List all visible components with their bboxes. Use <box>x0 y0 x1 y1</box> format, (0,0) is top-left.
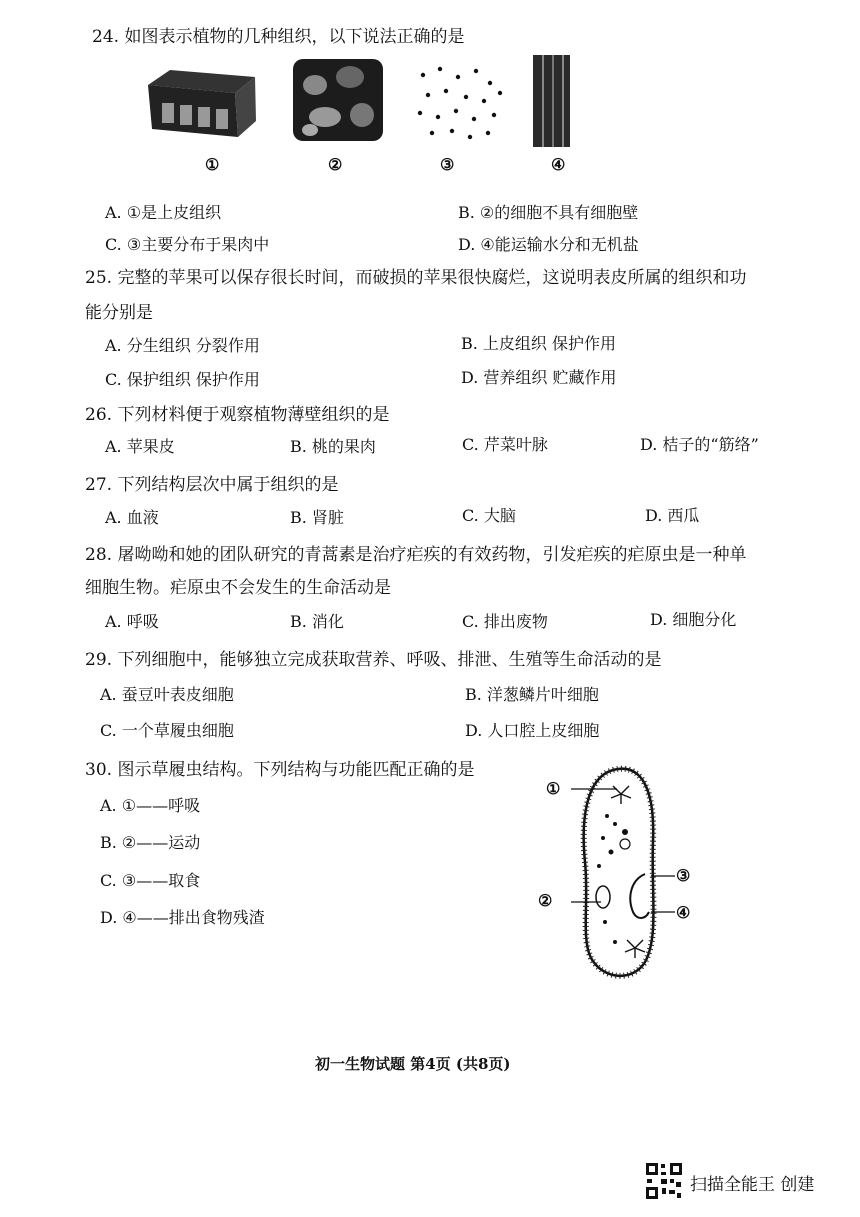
paramecium-label-2: ② <box>538 891 553 910</box>
q25-option-c: C. 保护组织 保护作用 <box>105 370 260 389</box>
q28-option-c: C. 排出废物 <box>462 612 548 631</box>
q26-option-c: C. 芹菜叶脉 <box>462 435 548 454</box>
q30-option-a: A. ①——呼吸 <box>100 796 201 815</box>
q26-option-d: D. 桔子的“筋络” <box>640 435 759 454</box>
page-footer: 初一生物试题 第4页 (共8页) <box>315 1055 511 1073</box>
tissue-label-4: ④ <box>551 155 566 174</box>
q29-option-a: A. 蚕豆叶表皮细胞 <box>100 685 234 704</box>
q25-option-b: B. 上皮组织 保护作用 <box>461 334 617 353</box>
q27-option-b: B. 肾脏 <box>290 508 344 527</box>
q24-option-b: B. ②的细胞不具有细胞壁 <box>458 203 639 222</box>
tissue-label-3: ③ <box>440 155 455 174</box>
tissue-1-epidermis-image <box>148 70 256 137</box>
tissue-label-1: ① <box>205 155 220 174</box>
q28-stem-line1: 28. 屠呦呦和她的团队研究的青蒿素是治疗疟疾的有效药物，引发疟疾的疟原虫是一种单 <box>85 545 747 565</box>
tissue-label-2: ② <box>328 155 343 174</box>
q30-stem: 30. 图示草履虫结构。下列结构与功能匹配正确的是 <box>85 760 475 780</box>
paramecium-label-4: ④ <box>676 903 691 922</box>
q29-option-b: B. 洋葱鳞片叶细胞 <box>465 685 599 704</box>
q28-stem-line2: 细胞生物。疟原虫不会发生的生命活动是 <box>85 578 391 598</box>
q29-option-d: D. 人口腔上皮细胞 <box>465 721 600 740</box>
q30-option-c: C. ③——取食 <box>100 871 201 890</box>
q27-option-c: C. 大脑 <box>462 506 516 525</box>
q30-option-d: D. ④——排出食物残渣 <box>100 908 265 927</box>
q30-option-b: B. ②——运动 <box>100 833 201 852</box>
q25-option-a: A. 分生组织 分裂作用 <box>105 336 260 355</box>
q29-stem: 29. 下列细胞中，能够独立完成获取营养、呼吸、排泄、生殖等生命活动的是 <box>85 650 662 670</box>
q26-stem: 26. 下列材料便于观察植物薄壁组织的是 <box>85 405 390 425</box>
qr-code-icon <box>645 1162 683 1200</box>
q24-stem: 24. 如图表示植物的几种组织，以下说法正确的是 <box>92 27 465 47</box>
q28-option-a: A. 呼吸 <box>105 612 159 631</box>
tissue-2-parenchyma-image <box>293 59 383 141</box>
q28-option-d: D. 细胞分化 <box>650 610 737 629</box>
tissue-4-conducting-image <box>533 55 570 147</box>
q29-option-c: C. 一个草履虫细胞 <box>100 721 234 740</box>
q27-option-a: A. 血液 <box>105 508 159 527</box>
q24-option-c: C. ③主要分布于果肉中 <box>105 235 270 254</box>
q24-option-d: D. ④能运输水分和无机盐 <box>458 235 639 254</box>
tissue-3-meristem-image <box>418 67 502 139</box>
q27-option-d: D. 西瓜 <box>645 506 700 525</box>
q25-stem-line1: 25. 完整的苹果可以保存很长时间，而破损的苹果很快腐烂，这说明表皮所属的组织和功 <box>85 268 747 288</box>
paramecium-label-1: ① <box>546 779 561 798</box>
q26-option-b: B. 桃的果肉 <box>290 437 376 456</box>
q25-option-d: D. 营养组织 贮藏作用 <box>461 368 617 387</box>
q24-option-a: A. ①是上皮组织 <box>105 203 222 222</box>
q27-stem: 27. 下列结构层次中属于组织的是 <box>85 475 339 495</box>
paramecium-body-outline <box>584 769 654 976</box>
paramecium-label-3: ③ <box>676 866 691 885</box>
q28-option-b: B. 消化 <box>290 612 344 631</box>
tissue-illustrations <box>140 55 570 150</box>
q25-stem-line2: 能分别是 <box>85 303 153 323</box>
scanner-watermark: 扫描全能王 创建 <box>690 1175 815 1195</box>
q26-option-a: A. 苹果皮 <box>105 437 175 456</box>
